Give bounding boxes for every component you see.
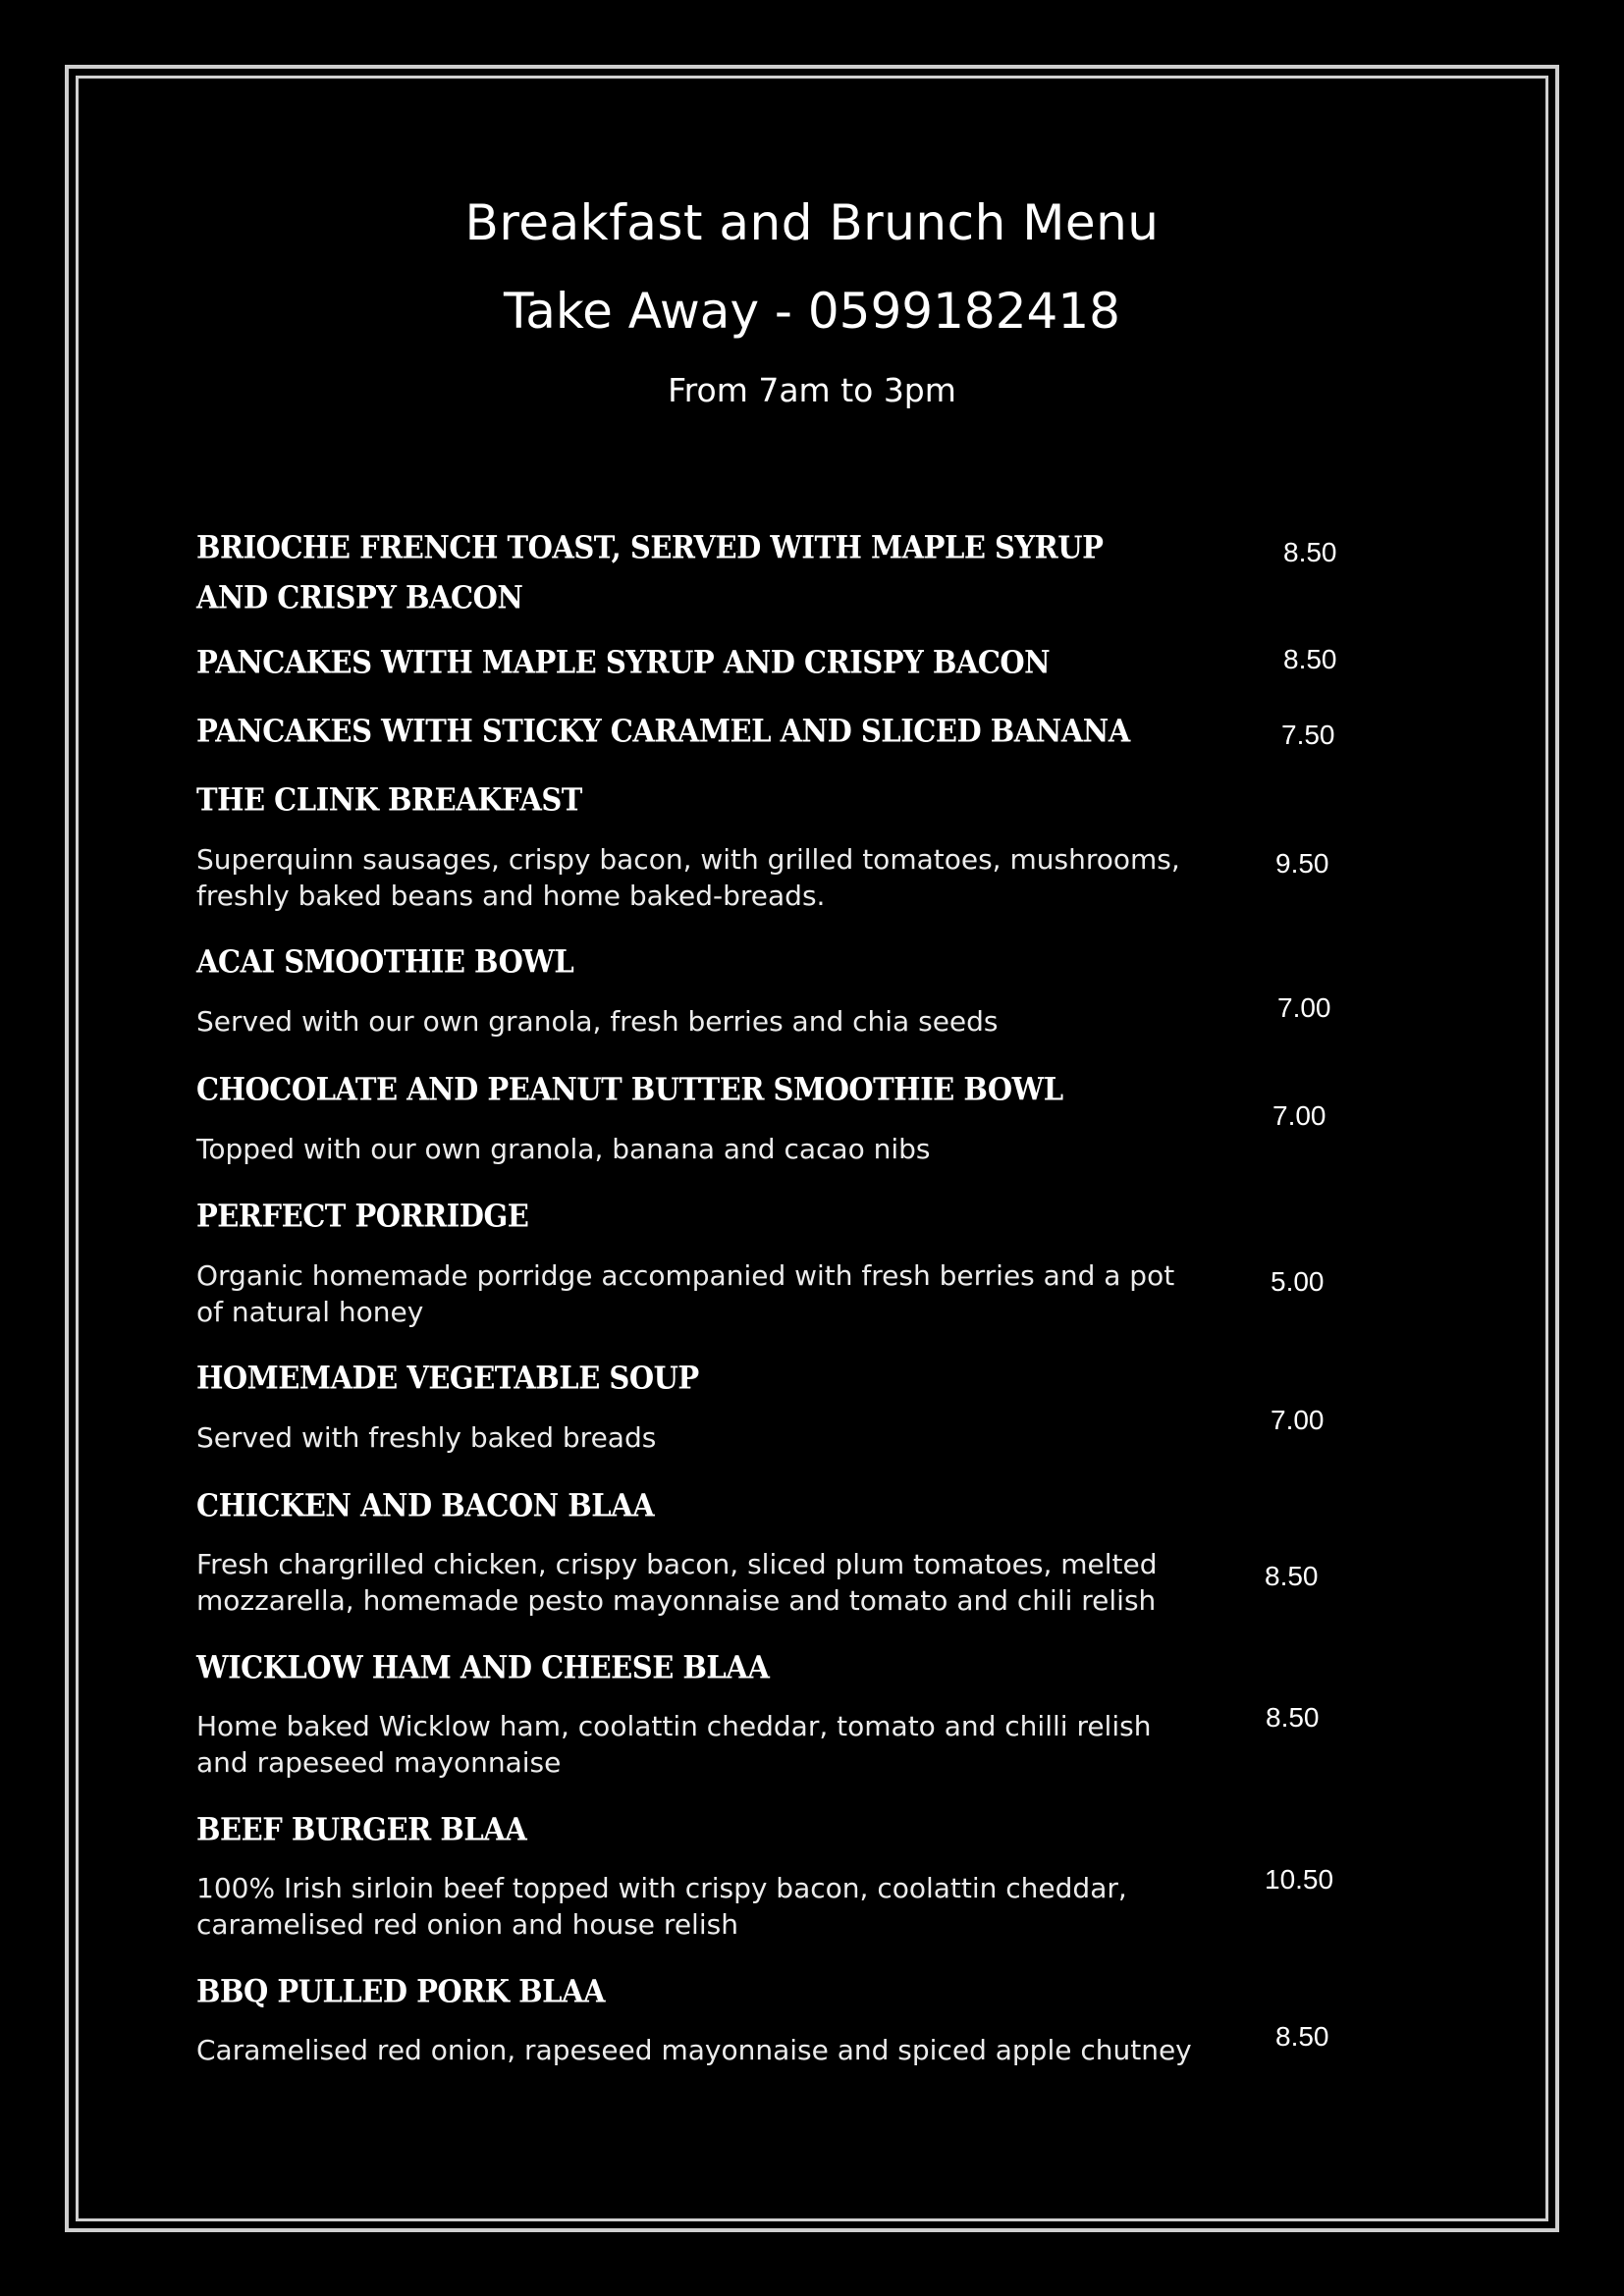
item-price-chicken-bacon-blaa: 8.50 (1265, 1561, 1319, 1591)
item-price-clink-breakfast: 9.50 (1275, 848, 1329, 879)
item-price-pancakes-maple: 8.50 (1283, 644, 1337, 674)
item-name-acai-bowl: ACAI SMOOTHIE BOWL (196, 943, 574, 981)
item-name-bbq-pork-blaa: BBQ PULLED PORK BLAA (196, 1973, 605, 2010)
item-price-beef-burger-blaa: 10.50 (1265, 1864, 1334, 1895)
item-desc-clink-breakfast: Superquinn sausages, crispy bacon, with grilled tomatoes, mushrooms, freshly baked beans and home baked-breads. (196, 843, 1180, 912)
item-price-vegetable-soup: 7.00 (1271, 1405, 1325, 1435)
item-price-pancakes-caramel: 7.50 (1281, 720, 1335, 750)
takeaway-phone: Take Away - 0599182418 (504, 283, 1120, 340)
item-name-pancakes-caramel: PANCAKES WITH STICKY CARAMEL AND SLICED BANANA (196, 713, 1130, 750)
item-desc-porridge: Organic homemade porridge accompanied with fresh berries and a pot of natural honey (196, 1259, 1175, 1328)
item-desc-chicken-bacon-blaa: Fresh chargrilled chicken, crispy bacon, sliced plum tomatoes, melted mozzarella, homemade pesto mayonnaise and tomato and chili relish (196, 1548, 1158, 1617)
item-price-chocolate-bowl: 7.00 (1272, 1100, 1326, 1131)
item-desc-bbq-pork-blaa: Caramelised red onion, rapeseed mayonnaise and spiced apple chutney (196, 2034, 1192, 2066)
item-name-chicken-bacon-blaa: CHICKEN AND BACON BLAA (196, 1487, 655, 1524)
item-name-chocolate-bowl: CHOCOLATE AND PEANUT BUTTER SMOOTHIE BOWL (196, 1071, 1063, 1108)
item-name-clink-breakfast: THE CLINK BREAKFAST (196, 781, 582, 819)
item-desc-wicklow-ham-blaa: Home baked Wicklow ham, coolattin cheddar, tomato and chilli relish and rapeseed mayonnaise (196, 1710, 1152, 1779)
item-price-porridge: 5.00 (1271, 1266, 1325, 1297)
item-desc-chocolate-bowl: Topped with our own granola, banana and cacao nibs (196, 1133, 931, 1165)
item-price-wicklow-ham-blaa: 8.50 (1266, 1702, 1320, 1733)
item-name-wicklow-ham-blaa: WICKLOW HAM AND CHEESE BLAA (196, 1649, 770, 1686)
item-name-vegetable-soup: HOMEMADE VEGETABLE SOUP (196, 1360, 699, 1397)
item-name-brioche-french-toast: BRIOCHE FRENCH TOAST, SERVED WITH MAPLE SYRUP AND CRISPY BACON (196, 529, 1104, 615)
item-desc-beef-burger-blaa: 100% Irish sirloin beef topped with crispy bacon, coolattin cheddar, caramelised red onion and house relish (196, 1872, 1127, 1941)
item-name-pancakes-maple: PANCAKES WITH MAPLE SYRUP AND CRISPY BACON (196, 644, 1051, 681)
item-desc-vegetable-soup: Served with freshly baked breads (196, 1421, 657, 1454)
menu-title: Breakfast and Brunch Menu (464, 194, 1160, 251)
item-price-acai-bowl: 7.00 (1277, 992, 1331, 1023)
opening-hours: From 7am to 3pm (668, 371, 956, 409)
item-name-porridge: PERFECT PORRIDGE (196, 1198, 529, 1235)
item-price-bbq-pork-blaa: 8.50 (1275, 2021, 1329, 2052)
item-desc-acai-bowl: Served with our own granola, fresh berries and chia seeds (196, 1005, 999, 1038)
item-price-brioche-french-toast: 8.50 (1283, 537, 1337, 567)
item-name-beef-burger-blaa: BEEF BURGER BLAA (196, 1811, 527, 1848)
